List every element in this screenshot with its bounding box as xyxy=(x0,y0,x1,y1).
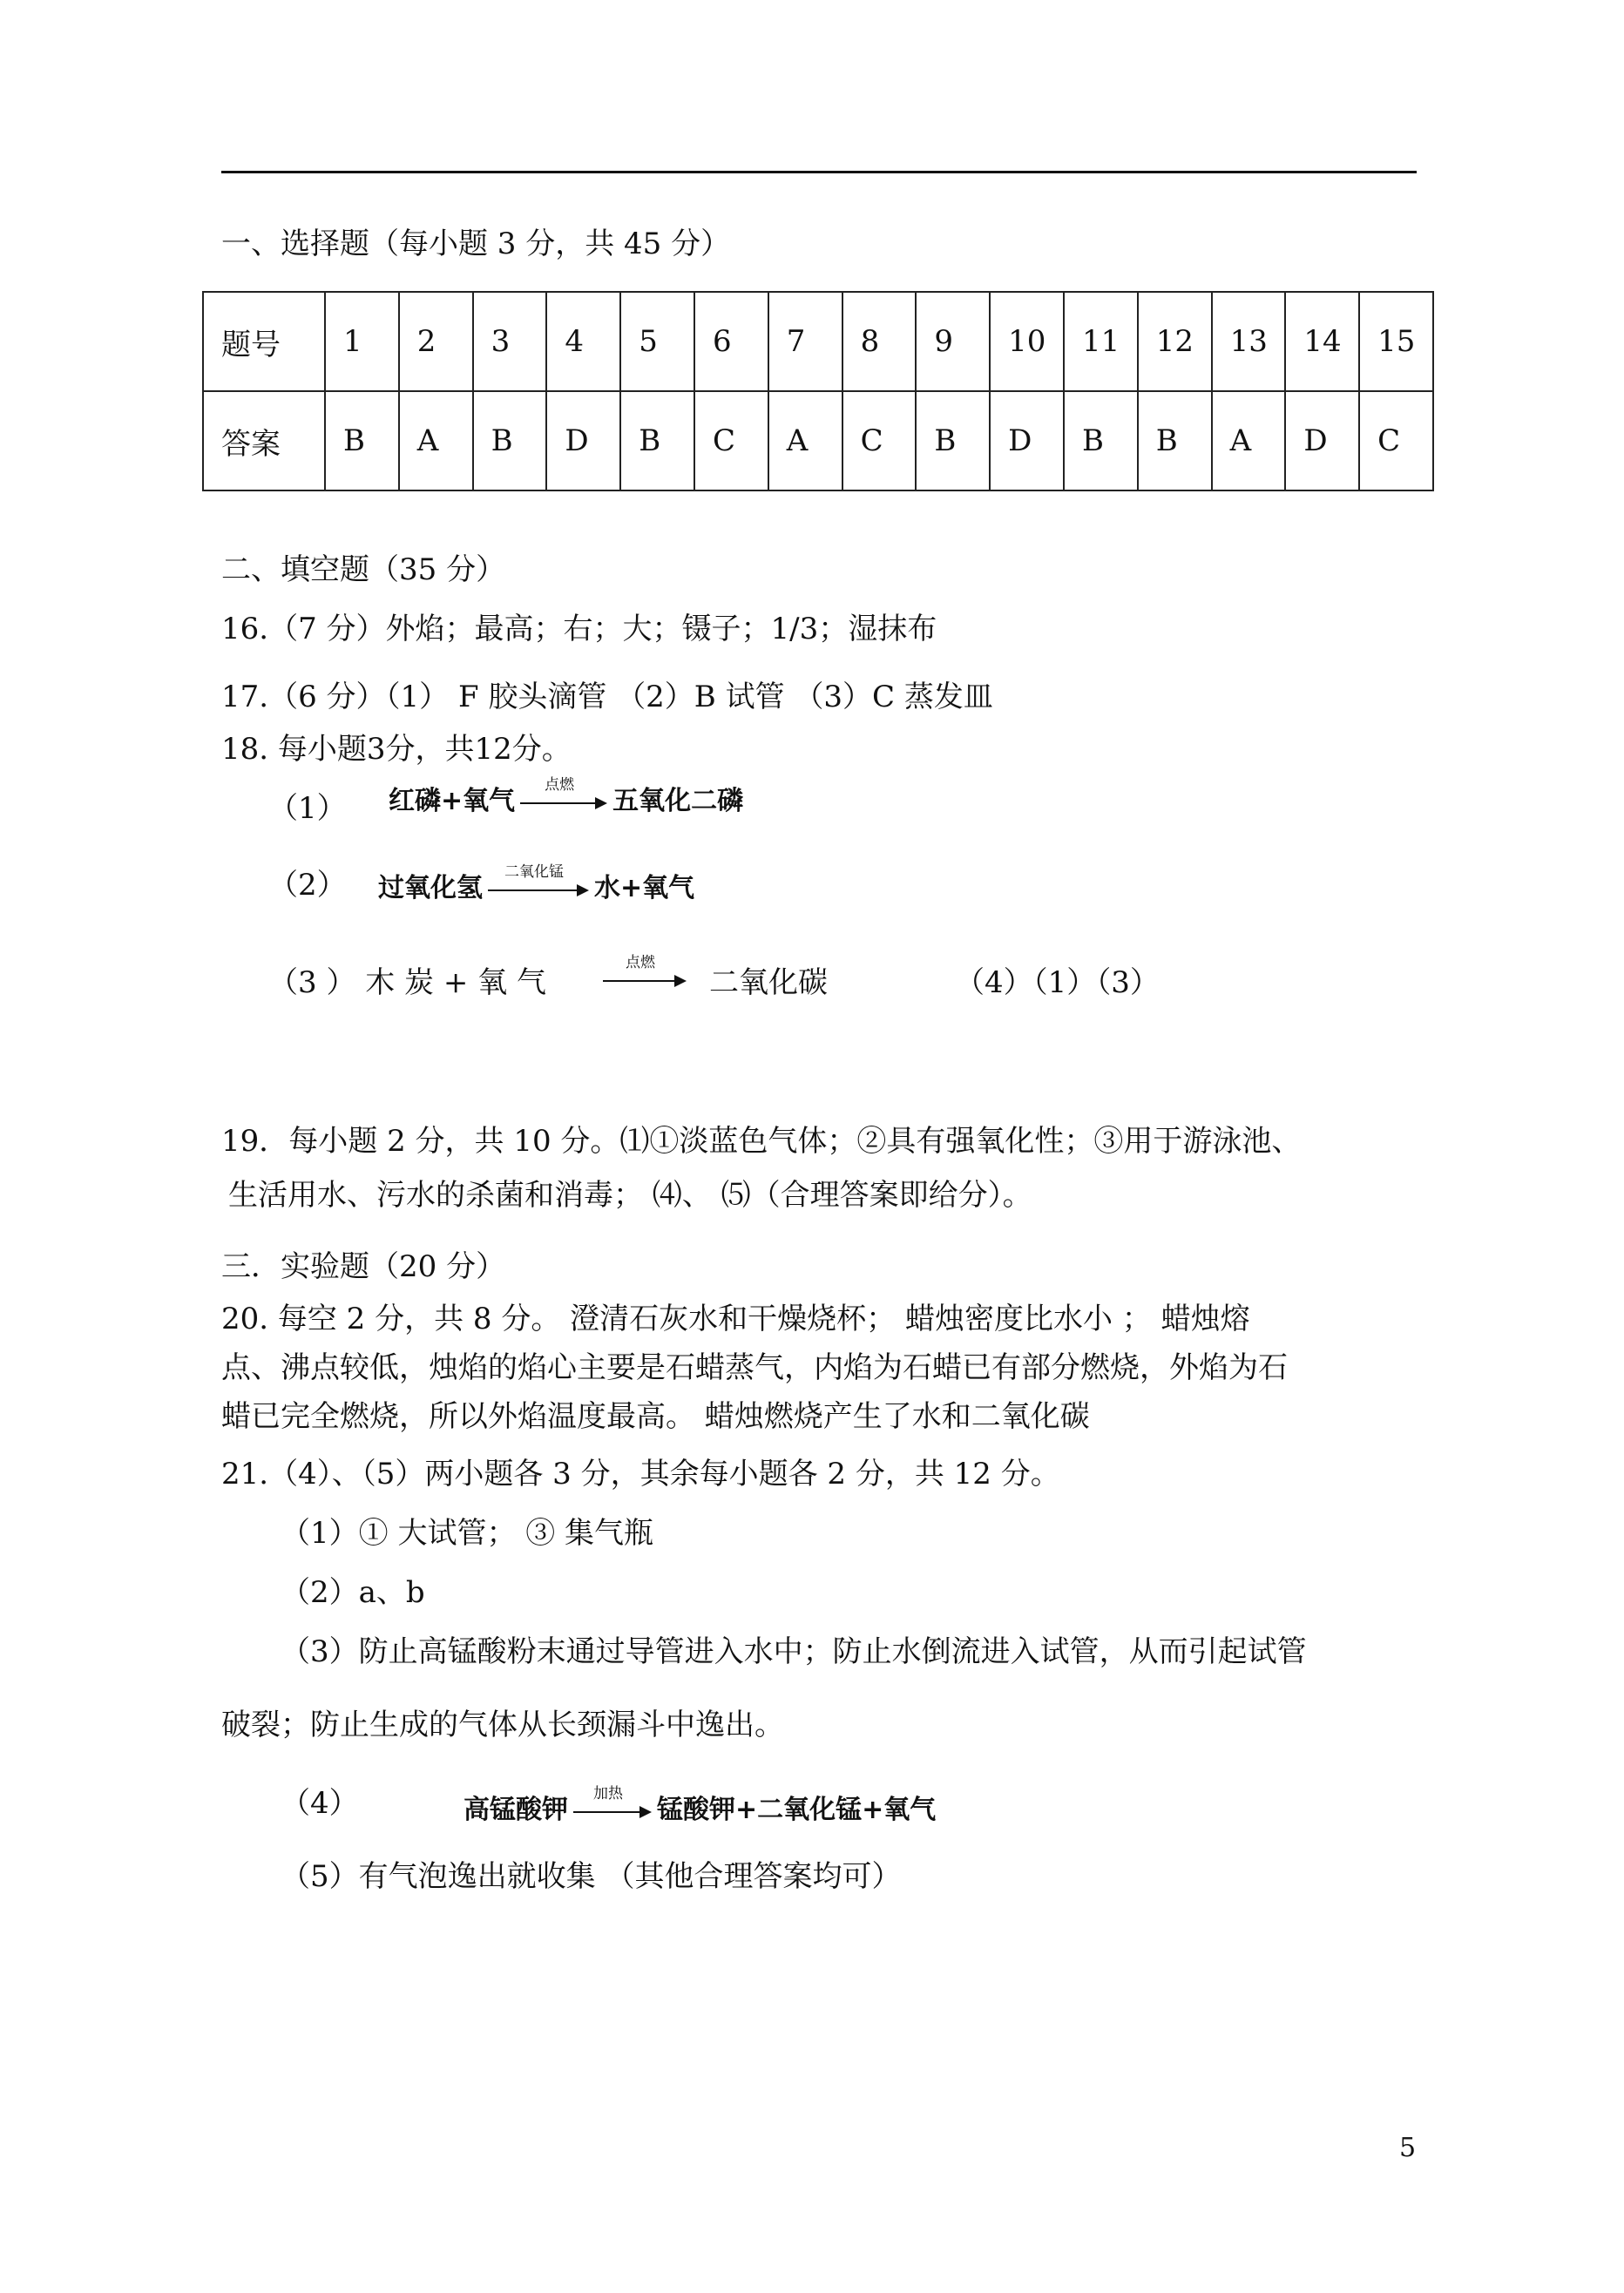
q-cell: 1 xyxy=(325,292,399,391)
q21-2-answer: （2）a、b xyxy=(281,1575,425,1610)
q18-3-condition: 点燃 xyxy=(626,953,655,971)
q21-title: 21.（4）、（5）两小题各 3 分，其余每小题各 2 分，共 12 分。 xyxy=(221,1457,1060,1491)
q21-4-equation xyxy=(464,1784,937,1828)
section3-title: 三．实验题（20 分） xyxy=(221,1249,506,1284)
a-cell: A xyxy=(399,391,473,490)
q21-4-reactants: 高锰酸钾 xyxy=(464,1795,568,1825)
section2-title: 二、填空题（35 分） xyxy=(221,552,506,587)
row-header-answer: 答案 xyxy=(203,391,325,490)
q18-1-equation xyxy=(389,775,744,819)
q18-3-products: 二氧化碳 xyxy=(709,965,828,1000)
a-cell: D xyxy=(990,391,1064,490)
a-cell: B xyxy=(325,391,399,490)
q-cell: 9 xyxy=(916,292,990,391)
a-cell: A xyxy=(768,391,842,490)
q19-line1: 19．每小题 2 分，共 10 分。⑴①淡蓝色气体；②具有强氧化性；③用于游泳池、 xyxy=(221,1124,1302,1159)
q-cell: 4 xyxy=(546,292,620,391)
q21-1-answer: （1）① 大试管； ③ 集气瓶 xyxy=(281,1516,654,1551)
q19-line2: 生活用水、污水的杀菌和消毒； ⑷、 ⑸（合理答案即给分）。 xyxy=(228,1178,1032,1213)
q21-3-line1: （3）防止高锰酸粉末通过导管进入水中；防止水倒流进入试管，从而引起试管 xyxy=(281,1634,1307,1669)
a-cell: B xyxy=(473,391,547,490)
a-cell: B xyxy=(1064,391,1138,490)
q-cell: 13 xyxy=(1212,292,1286,391)
row-header-question: 题号 xyxy=(203,292,325,391)
q20-line1: 20. 每空 2 分，共 8 分。 澄清石灰水和干燥烧杯； 蜡烛密度比水小 ； 蜡烛熔 xyxy=(221,1302,1250,1336)
section1-title: 一、选择题（每小题 3 分，共 45 分） xyxy=(221,227,731,261)
a-cell: D xyxy=(1285,391,1359,490)
reaction-arrow-icon xyxy=(488,862,589,902)
page-number: 5 xyxy=(1399,2133,1417,2163)
q18-3-arrow-group xyxy=(598,953,692,997)
q20-line2: 点、沸点较低，烛焰的焰心主要是石蜡蒸气，内焰为石蜡已有部分燃烧，外焰为石 xyxy=(221,1350,1288,1385)
answer-table xyxy=(202,291,1434,491)
a-cell: B xyxy=(620,391,694,490)
q21-4-num: （4） xyxy=(281,1786,359,1821)
a-cell: B xyxy=(916,391,990,490)
q18-4-answer: （4）（1）（3） xyxy=(955,965,1160,1000)
a-cell: C xyxy=(1359,391,1433,490)
q-cell: 12 xyxy=(1138,292,1212,391)
q-cell: 11 xyxy=(1064,292,1138,391)
a-cell: C xyxy=(842,391,917,490)
question-number-row xyxy=(203,292,1433,391)
q-cell: 14 xyxy=(1285,292,1359,391)
q18-2-condition: 二氧化锰 xyxy=(504,862,564,881)
q-cell: 8 xyxy=(842,292,917,391)
q18-1-reactants: 红磷+氧气 xyxy=(389,786,516,816)
a-cell: D xyxy=(546,391,620,490)
q-cell: 2 xyxy=(399,292,473,391)
q-cell: 5 xyxy=(620,292,694,391)
q18-2-equation xyxy=(378,862,695,906)
q18-title: 18. 每小题3分，共12分。 xyxy=(221,732,572,767)
reaction-arrow-icon xyxy=(573,1784,652,1823)
q-cell: 10 xyxy=(990,292,1064,391)
q18-2-reactants: 过氧化氢 xyxy=(378,873,483,903)
q-cell: 3 xyxy=(473,292,547,391)
header-rule xyxy=(221,171,1417,173)
q-cell: 15 xyxy=(1359,292,1433,391)
q18-3-reactants: （3 ） 木 炭 + 氧 气 xyxy=(268,965,546,1000)
q16-answer: 16.（7 分）外焰；最高；右；大；镊子；1/3；湿抹布 xyxy=(221,612,937,646)
q-cell: 6 xyxy=(694,292,768,391)
a-cell: A xyxy=(1212,391,1286,490)
reaction-arrow-icon xyxy=(603,953,687,992)
q20-line3: 蜡已完全燃烧，所以外焰温度最高。 蜡烛燃烧产生了水和二氧化碳 xyxy=(221,1399,1090,1434)
q21-5-answer: （5）有气泡逸出就收集 （其他合理答案均可） xyxy=(281,1859,902,1894)
answer-row xyxy=(203,391,1433,490)
q-cell: 7 xyxy=(768,292,842,391)
q18-1-products: 五氧化二磷 xyxy=(612,786,744,816)
q18-1-condition: 点燃 xyxy=(545,775,575,794)
q21-4-condition: 加热 xyxy=(593,1784,623,1803)
a-cell: C xyxy=(694,391,768,490)
a-cell: B xyxy=(1138,391,1212,490)
q18-1-num: （1） xyxy=(268,791,347,826)
q18-2-num: （2） xyxy=(268,868,347,903)
q21-4-products: 锰酸钾+二氧化锰+氧气 xyxy=(657,1795,937,1825)
q18-2-products: 水+氧气 xyxy=(594,873,695,903)
q17-answer: 17.（6 分）（1） F 胶头滴管 （2）B 试管 （3）C 蒸发皿 xyxy=(221,680,993,714)
reaction-arrow-icon xyxy=(520,775,607,815)
q21-3-line2: 破裂；防止生成的气体从长颈漏斗中逸出。 xyxy=(221,1708,784,1742)
